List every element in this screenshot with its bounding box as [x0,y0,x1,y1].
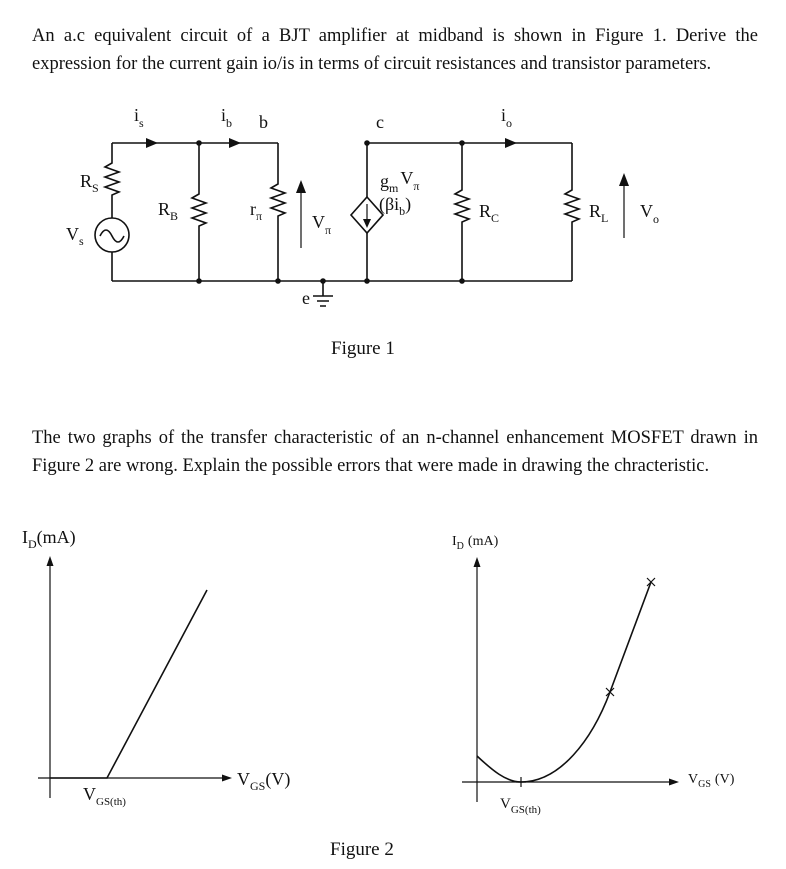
label-beta-ib: $(\beta i_b)$ [379,194,412,218]
left-x-arrow-icon [222,775,232,782]
label-rl: $R_L$ [589,201,609,225]
question-1-text: An a.c equivalent circuit of a BJT amplifier at midband is shown in Figure 1. Derive the expression for the current gain io/is in terms of circuit resistances and transistor parameters. [32,26,758,74]
right-y-arrow-icon [474,557,481,567]
cross-mark-lower-icon [606,688,614,696]
right-ylabel: $I_D$ (mA) [452,534,499,552]
right-threshold-label: $V_{GS(th)}$ [500,796,541,816]
label-vs: $V_s$ [66,224,84,248]
question-2-text: The two graphs of the transfer characteristic of an n-channel enhancement MOSFET drawn in Figure 2 are wrong. Explain the possible errors that were made in drawing the chracteristic. [32,428,758,476]
figure-1-caption: Figure 1 [331,338,395,359]
label-vpi: $V_\pi$ [312,212,332,237]
label-rpi: $r_\pi$ [250,199,263,223]
left-graph [22,527,290,808]
label-io: $i_o$ [501,105,513,130]
label-node-c: c [376,112,384,132]
left-xlabel: $V_{GS}(V)$ [237,769,291,793]
label-rc: $R_C$ [479,201,500,225]
figure-2-caption: Figure 2 [330,839,394,860]
label-vo: $V_o$ [640,201,659,226]
label-rb: $R_B$ [158,199,179,223]
right-xlabel: $V_{GS}$ (V) [688,772,735,790]
right-characteristic-curve [477,582,651,782]
left-characteristic-curve [50,590,207,778]
cross-mark-upper-icon [647,578,655,586]
label-gm-vpi: $g_m$ $V_\pi$ [380,168,420,195]
label-ib: $i_b$ [221,105,233,130]
left-ylabel: $I_D(mA)$ [22,527,76,551]
right-graph [452,534,735,816]
left-threshold-label: $V_{GS(th)}$ [83,784,126,808]
label-is: $i_s$ [134,105,144,130]
label-node-b: b [259,112,268,132]
right-x-arrow-icon [669,779,679,786]
threshold-tick [516,777,526,787]
label-node-e: e [302,288,310,308]
label-rs: $R_S$ [80,171,99,195]
left-y-arrow-icon [47,556,54,566]
